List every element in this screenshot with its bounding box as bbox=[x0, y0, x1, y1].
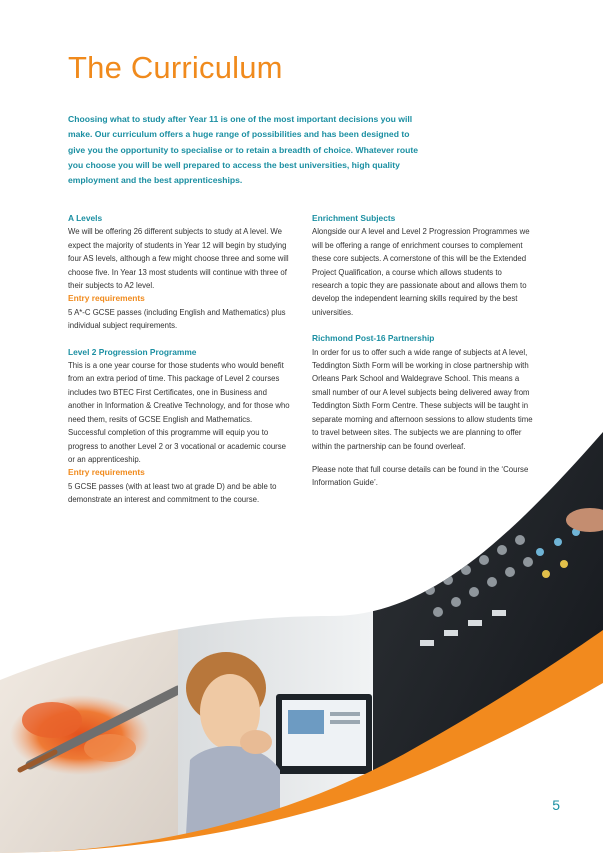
a-levels-entry-heading: Entry requirements bbox=[68, 293, 145, 304]
page-title: The Curriculum bbox=[68, 50, 283, 85]
a-levels-body: We will be offering 26 different subjects to study at A level. We expect the majority of students in Year 12 will begin by studying four AS levels, although a few might choose three and some will choose five. In Year 13 most students will continue with three of their subjects to A2 level. bbox=[68, 227, 289, 291]
level2-entry-body: 5 GCSE passes (with at least two at grade D) and be able to demonstrate an interest and commitment to the course. bbox=[68, 481, 277, 505]
partnership-note: Please note that full course details can be found in the ‘Course Information Guide’. bbox=[312, 464, 529, 488]
intro-paragraph: Choosing what to study after Year 11 is one of the most important decisions you will make. Our curriculum offers a huge range of possibilities and has been designed to give you the opportunity to specialise or to retain a breadth of choice. Whatever route you choose you will be well prepared to access the best universities, high quality employment and the best apprenticeships. bbox=[68, 114, 419, 186]
enrichment-heading: Enrichment Subjects bbox=[312, 213, 396, 223]
partnership-body: In order for us to offer such a wide range of subjects at A level, Teddington Sixth Form will be working in close partnership with Orleans Park School and Waldegrave School. This means a small number of our A level subjects being delivered away from Teddington Sixth Form Centre. These subjects will be taught in separate morning and afternoon sessions to allow students time to travel between sites. The subjects we are planning to offer within the partnership can be found overleaf. bbox=[312, 347, 533, 451]
level2-heading: Level 2 Progression Programme bbox=[68, 346, 197, 357]
enrichment-body: Alongside our A level and Level 2 Progression Programmes we will be offering a range of enrichment courses to complement these core subjects. A cornerstone of this will be the Extended Project Qualification, a course which allows students to research a topic they are passionate about and allows them to develop the independent learning skills required by the best universities. bbox=[312, 227, 530, 317]
paint-brush-photo bbox=[0, 600, 178, 853]
a-levels-entry-body: 5 A*-C GCSE passes (including English and Mathematics) plus individual subject requirements. bbox=[68, 307, 286, 331]
level2-entry-heading: Entry requirements bbox=[68, 467, 145, 478]
partnership-heading: Richmond Post-16 Partnership bbox=[312, 333, 435, 344]
a-levels-heading: A Levels bbox=[68, 213, 103, 223]
page-number: 5 bbox=[552, 797, 560, 813]
level2-body: This is a one year course for those students who would benefit from an extra period of time. This package of Level 2 courses includes two BTEC First Certificates, one in Business and another in Information & Creative Technology, and for those who need them, resits of GCSE English and Mathematics. Successful completion of this programme will equip you to progress to another Level 2 or 3 vocational or academic course or an apprenticeship. bbox=[68, 361, 290, 464]
